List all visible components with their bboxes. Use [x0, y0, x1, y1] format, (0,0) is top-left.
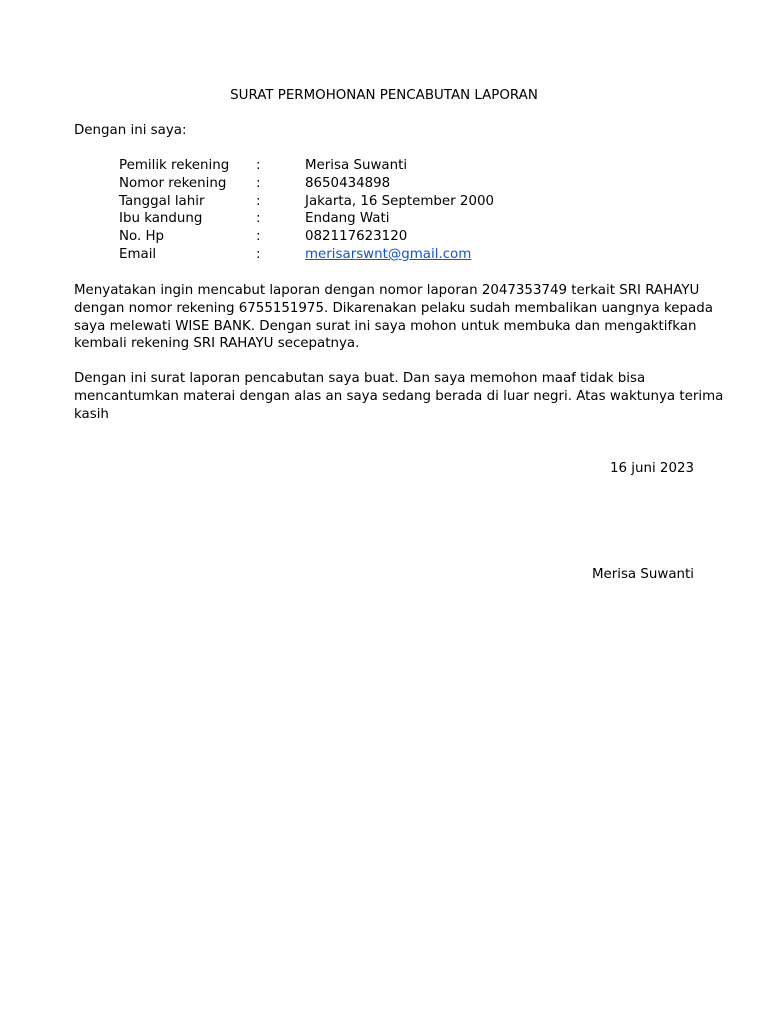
field-colon: : — [256, 158, 261, 173]
paragraph-line: dengan nomor rekening 6755151975. Dikarenakan pelaku sudah membalikan uangnya kepada — [74, 300, 713, 316]
email-link[interactable]: merisarswnt@gmail.com — [305, 246, 472, 262]
field-value: Jakarta, 16 September 2000 — [305, 193, 494, 209]
field-row-email — [119, 246, 679, 264]
field-row-account-owner — [119, 157, 679, 175]
greeting-text: Dengan ini saya: — [74, 123, 187, 138]
paragraph-line: saya melewati WISE BANK. Dengan surat ini saya mohon untuk membuka dan mengaktifkan — [74, 318, 697, 334]
signature-name: Merisa Suwanti — [591, 567, 694, 582]
paragraph-line: Dengan ini surat laporan pencabutan saya buat. Dan saya memohon maaf tidak bisa — [74, 371, 646, 386]
field-label: No. Hp — [119, 229, 165, 245]
field-row-phone — [119, 228, 679, 246]
paragraph-line: kembali rekening SRI RAHAYU secepatnya. — [74, 336, 360, 352]
closing-paragraph — [74, 370, 724, 423]
paragraph-line: mencantumkan materai dengan alas an saya sedang berada di luar negri. Atas waktunya terima — [74, 388, 724, 404]
paragraph-line: Menyatakan ingin mencabut laporan dengan nomor laporan 2047353749 terkait SRI RAHAYU — [74, 283, 700, 298]
field-value: 082117623120 — [305, 229, 408, 245]
field-label: Email — [119, 246, 157, 262]
field-row-account-number — [119, 175, 679, 193]
paragraph-line: kasih — [74, 406, 109, 422]
letter-date: 16 juni 2023 — [609, 461, 694, 476]
field-value: Endang Wati — [305, 211, 390, 227]
field-row-mother-name — [119, 210, 679, 228]
field-label: Ibu kandung — [119, 211, 203, 227]
field-label: Nomor rekening — [119, 175, 227, 191]
field-colon: : — [256, 175, 261, 191]
field-row-birth-date — [119, 193, 679, 211]
field-value: 8650434898 — [305, 175, 391, 191]
field-label: Tanggal lahir — [119, 193, 205, 209]
field-colon: : — [256, 211, 261, 227]
field-label: Pemilik rekening — [119, 158, 230, 173]
field-colon: : — [256, 246, 261, 262]
field-colon: : — [256, 229, 261, 245]
identity-fields — [119, 157, 679, 264]
statement-paragraph — [74, 282, 713, 353]
field-colon: : — [256, 193, 261, 209]
field-value: Merisa Suwanti — [305, 158, 408, 173]
document-title: SURAT PERMOHONAN PENCABUTAN LAPORAN — [230, 88, 538, 103]
